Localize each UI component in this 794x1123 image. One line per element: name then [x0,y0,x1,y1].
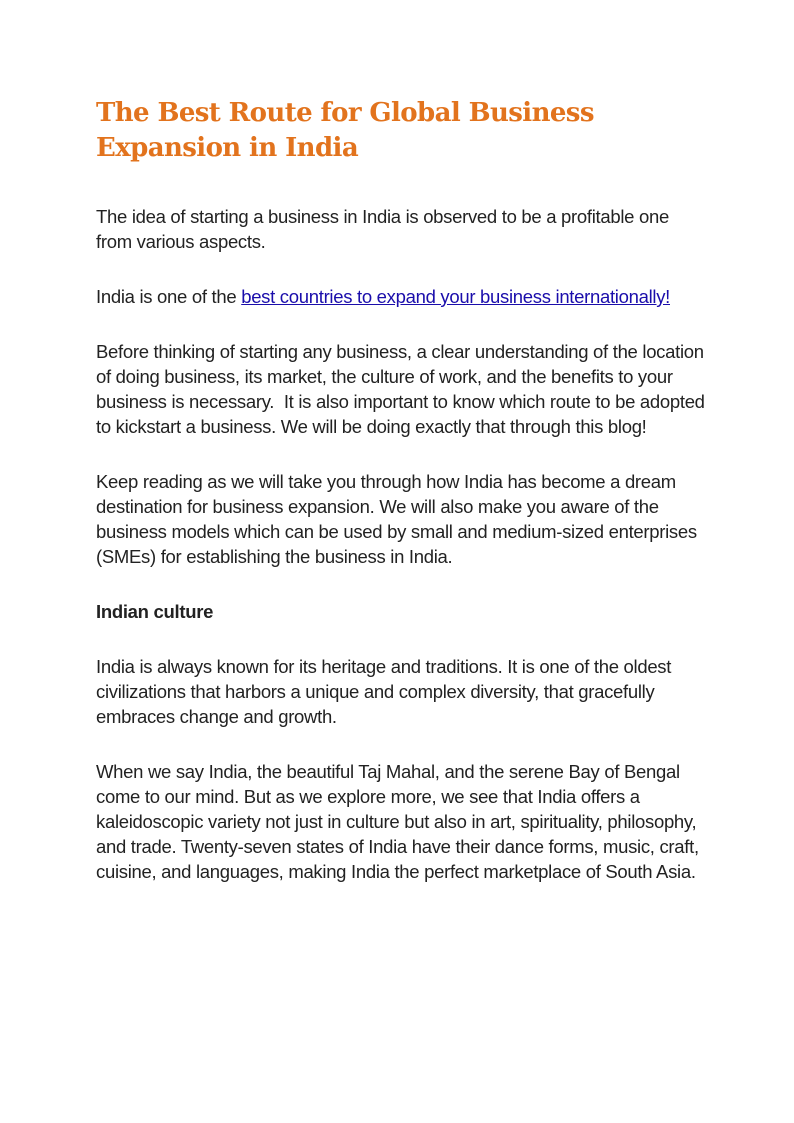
keep-reading-paragraph: Keep reading as we will take you through how India has become a dream destination for business expansion. We will also make you aware of the business models which can be used by small and medium-sized enterprises (SMEs) for establishing the business in India. [96,471,697,567]
countries-paragraph [96,284,706,309]
countries-paragraph-text: India is one of the [96,286,242,307]
taj-mahal-paragraph: When we say India, the beautiful Taj Mahal, and the serene Bay of Bengal come to our mind. But as we explore more, we see that India offers a kaleidoscopic variety not just in culture but also in art, spirituality, philosophy, and trade. Twenty-seven states of India have their dance forms, music, craft, cuisine, and languages, making India the perfect marketplace of South Asia. [96,761,699,882]
intro-paragraph: The idea of starting a business in India is observed to be a profitable one from various aspects. [96,206,669,252]
heritage-paragraph: India is always known for its heritage and traditions. It is one of the oldest civilizations that harbors a unique and complex diversity, that gracefully embraces change and growth. [96,656,672,727]
page-title: The Best Route for Global Business Expansion in India [96,98,594,163]
document-page [96,96,710,914]
best-countries-link[interactable]: best countries to expand your business internationally! [241,286,670,307]
understanding-paragraph: Before thinking of starting any business, a clear understanding of the location of doing business, its market, the culture of work, and the benefits to your business is necessary. It is also important to know which route to be adopted to kickstart a business. We will be doing exactly that through this blog! [96,341,710,437]
indian-culture-heading: Indian culture [96,601,214,622]
